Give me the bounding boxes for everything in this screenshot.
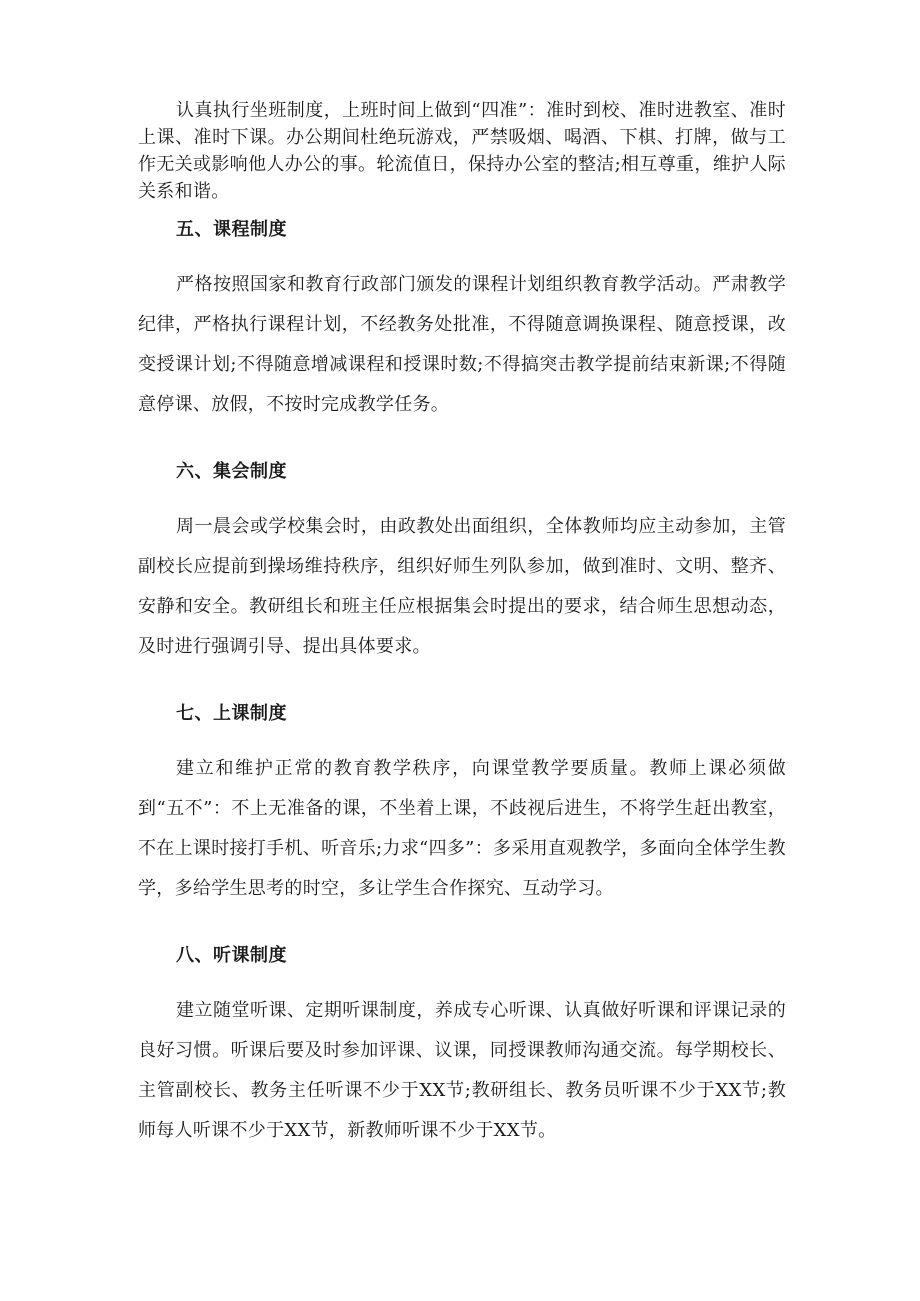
section-body-observation: 建立随堂听课、定期听课制度，养成专心听课、认真做好听课和评课记录的良好习惯。听课后要及时参加评课、议课，同授课教师沟通交流。每学期校长、主管副校长、教务主任听课不少于XX节;教研组长、教务员听课不少于XX节;教师每人听课不少于XX节，新教师听课不少于XX节。: [138, 1000, 786, 1141]
section-heading-class: 七、上课制度: [176, 703, 287, 724]
section-body-assembly: 周一晨会或学校集会时，由政教处出面组织，全体教师均应主动参加，主管副校长应提前到操场维持秩序，组织好师生列队参加，做到准时、文明、整齐、安静和安全。教研组长和班主任应根据集会时提出的要求，结合师生思想动态，及时进行强调引导、提出具体要求。: [138, 516, 786, 657]
section-heading-assembly: 六、集会制度: [176, 461, 287, 482]
section-heading-curriculum: 五、课程制度: [176, 219, 287, 240]
intro-paragraph: 认真执行坐班制度，上班时间上做到“四准”：准时到校、准时进教室、准时上课、准时下课。办公期间杜绝玩游戏，严禁吸烟、喝酒、下棋、打牌，做与工作无关或影响他人办公的事。轮流值日，保持办公室的整洁;相互尊重，维护人际关系和谐。: [138, 100, 786, 202]
section-heading-observation: 八、听课制度: [176, 945, 287, 966]
section-body-class: 建立和维护正常的教育教学秩序，向课堂教学要质量。教师上课必须做到“五不”：不上无准备的课，不坐着上课，不歧视后进生，不将学生赶出教室，不在上课时接打手机、听音乐;力求“四多”：多采用直观教学，多面向全体学生教学，多给学生思考的时空，多让学生合作探究、互动学习。: [138, 758, 786, 899]
section-body-curriculum: 严格按照国家和教育行政部门颁发的课程计划组织教育教学活动。严肃教学纪律，严格执行课程计划，不经教务处批准，不得随意调换课程、随意授课，改变授课计划;不得随意增减课程和授课时数;不得搞突击教学提前结束新课;不得随意停课、放假，不按时完成教学任务。: [138, 274, 786, 415]
